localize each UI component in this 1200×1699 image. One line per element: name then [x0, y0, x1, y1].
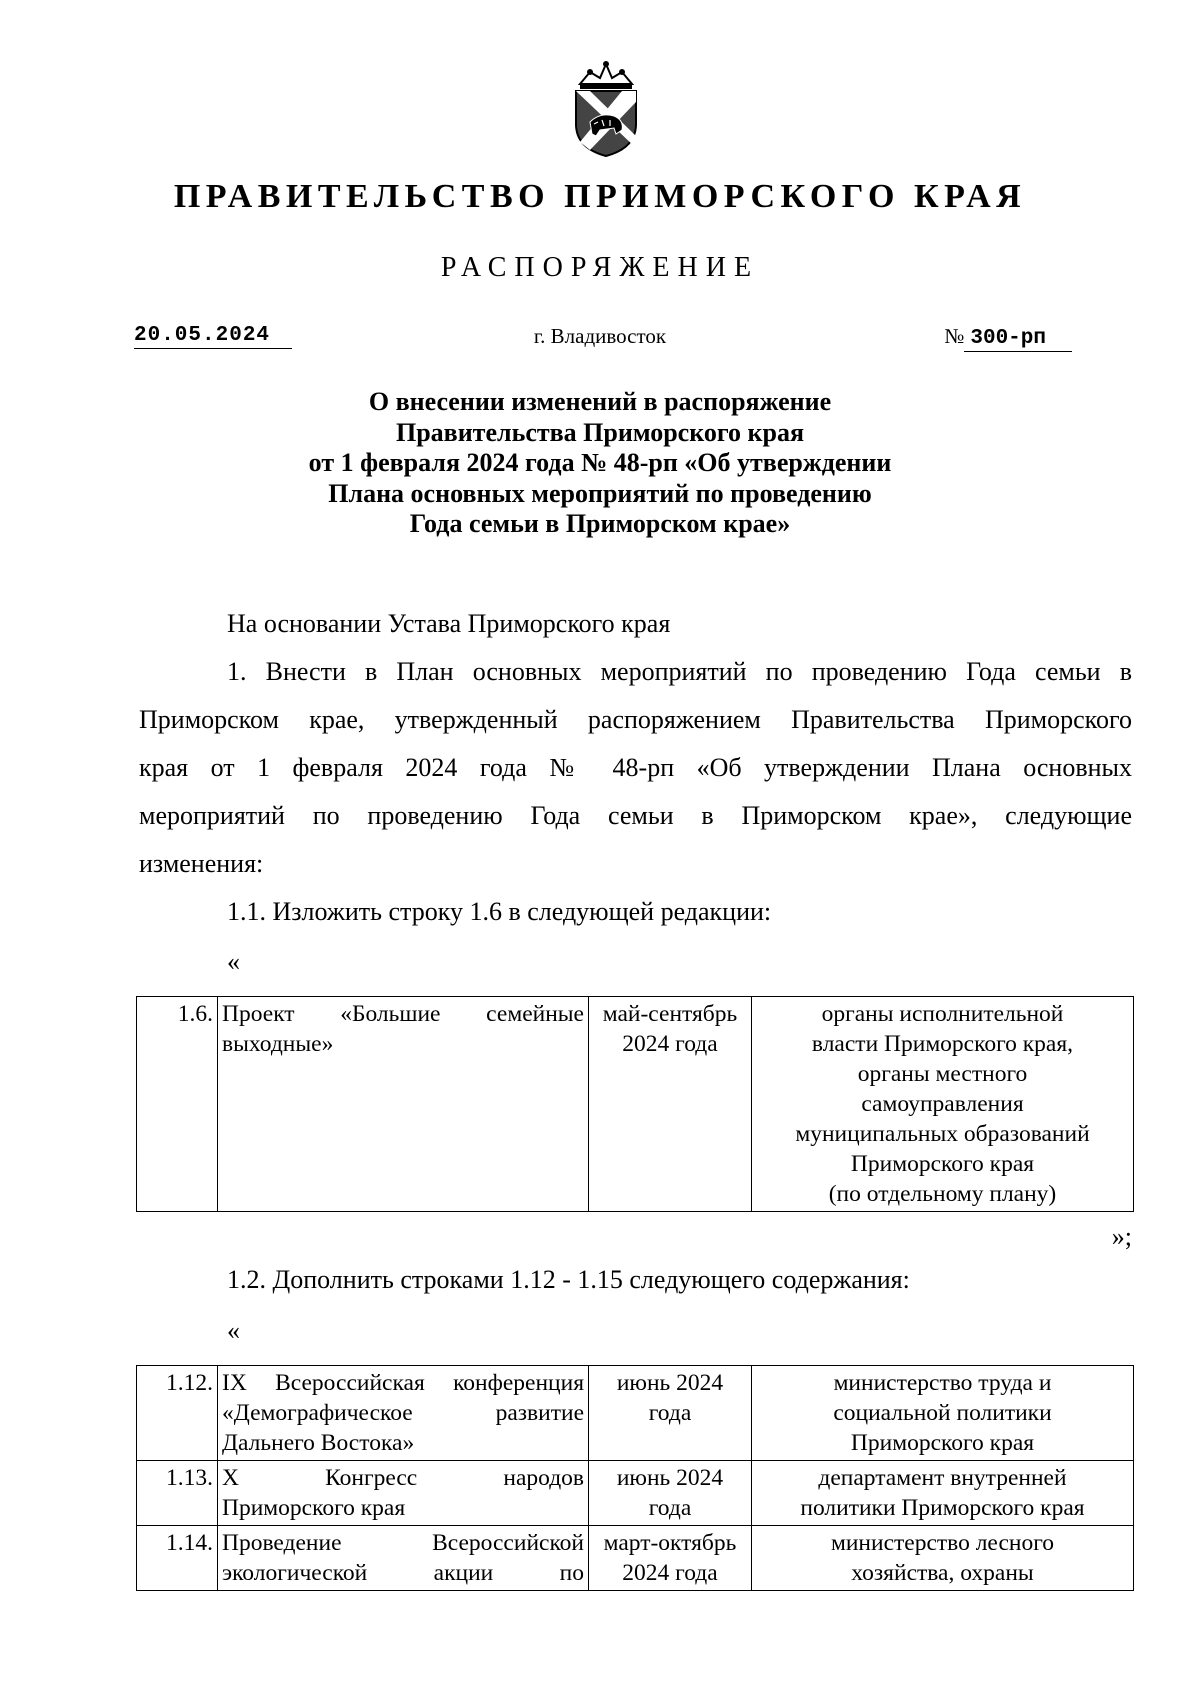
- resp-line: самоуправления: [861, 1091, 1024, 1117]
- date-line: года: [648, 1495, 692, 1521]
- item1-2: 1.2. Дополнить строками 1.12 - 1.15 следующего содержания:: [227, 1265, 910, 1294]
- coat-of-arms-icon: [570, 58, 642, 158]
- row-responsible: [752, 1461, 1134, 1526]
- resp-line: органы местного: [857, 1061, 1028, 1087]
- date-line: 2024 года: [622, 1560, 718, 1586]
- table-rows-1-12-1-15: [136, 1365, 1134, 1591]
- name-line: X Конгресс народов: [222, 1465, 584, 1491]
- subject-line: Плана основных мероприятий по проведению: [328, 478, 872, 508]
- basis-paragraph: На основании Устава Приморского края: [227, 609, 671, 638]
- resp-line: Приморского края: [850, 1430, 1035, 1456]
- document-number: [944, 324, 1072, 352]
- subject-line: от 1 февраля 2024 года № 48-рп «Об утверждении: [308, 448, 892, 477]
- date-line: март-октябрь: [603, 1530, 737, 1556]
- city: г. Владивосток: [533, 324, 667, 348]
- name-line: Дальнего Востока»: [222, 1430, 415, 1456]
- table-row: [137, 1461, 1134, 1526]
- resp-line: департамент внутренней: [818, 1465, 1067, 1491]
- name-line: выходные»: [222, 1031, 334, 1057]
- name-line: Проведение Всероссийской: [222, 1530, 584, 1556]
- resp-line: Приморского края: [850, 1151, 1035, 1177]
- resp-line: хозяйства, охраны: [851, 1560, 1034, 1586]
- item1-line: края от 1 февраля 2024 года № 48-рп «Об утверждении Плана основных: [139, 753, 1132, 782]
- name-line: IX Всероссийская конференция: [222, 1370, 584, 1396]
- resp-line: власти Приморского края,: [811, 1031, 1074, 1057]
- row-number: 1.6.: [137, 997, 218, 1212]
- subject-line: Правительства Приморского края: [395, 417, 805, 447]
- row-name: [218, 1366, 589, 1461]
- resp-line: министерство труда и: [833, 1370, 1052, 1396]
- resp-line: органы исполнительной: [821, 1001, 1064, 1027]
- quote-open: «: [227, 947, 240, 976]
- item1-line: Приморском крае, утвержденный распоряжением Правительства Приморского: [139, 705, 1132, 734]
- row-responsible: [752, 997, 1134, 1212]
- row-date: [589, 1366, 752, 1461]
- row-number: 1.12.: [137, 1366, 218, 1461]
- name-line: Проект «Большие семейные: [222, 1001, 584, 1027]
- row-number: 1.14.: [137, 1526, 218, 1591]
- number-value: 300-рп: [964, 327, 1072, 352]
- government-title: ПРАВИТЕЛЬСТВО ПРИМОРСКОГО КРАЯ: [173, 178, 1027, 215]
- row-date: [589, 1526, 752, 1591]
- item1-line: мероприятий по проведению Года семьи в Приморском крае», следующие: [139, 801, 1132, 830]
- number-sign: №: [944, 324, 965, 348]
- date-line: года: [648, 1400, 692, 1426]
- table-row-1-6: [136, 996, 1134, 1212]
- item1-line: 1. Внести в План основных мероприятий по проведению Года семьи в: [227, 657, 1132, 686]
- row-name: [218, 1461, 589, 1526]
- item1-line-last: изменения:: [139, 849, 264, 878]
- row-date: [589, 997, 752, 1212]
- date-line: июнь 2024: [616, 1465, 724, 1491]
- document-date: 20.05.2024: [134, 324, 292, 349]
- resp-line: (по отдельному плану): [828, 1181, 1057, 1207]
- table-row: [137, 1526, 1134, 1591]
- resp-line: политики Приморского края: [800, 1495, 1085, 1521]
- resp-line: муниципальных образований: [795, 1121, 1090, 1147]
- quote-open: «: [227, 1316, 240, 1345]
- row-number: 1.13.: [137, 1461, 218, 1526]
- name-line: Приморского края: [222, 1495, 406, 1521]
- resp-line: министерство лесного: [830, 1530, 1055, 1556]
- table-row: [137, 1366, 1134, 1461]
- name-line: экологической акции по: [222, 1560, 584, 1586]
- subject-line: О внесении изменений в распоряжение: [368, 387, 832, 416]
- row-name: [218, 997, 589, 1212]
- name-line: «Демографическое развитие: [222, 1400, 584, 1426]
- row-responsible: [752, 1526, 1134, 1591]
- date-line: июнь 2024: [616, 1370, 724, 1396]
- document-subject: [0, 387, 1200, 540]
- row-responsible: [752, 1366, 1134, 1461]
- row-date: [589, 1461, 752, 1526]
- document-type: РАСПОРЯЖЕНИЕ: [440, 252, 760, 283]
- table-row: [137, 997, 1134, 1212]
- date-line: май-сентябрь: [602, 1001, 738, 1027]
- row-name: [218, 1526, 589, 1591]
- date-line: 2024 года: [622, 1031, 718, 1057]
- subject-line: Года семьи в Приморском крае»: [409, 509, 791, 538]
- resp-line: социальной политики: [833, 1400, 1052, 1426]
- item1-1: 1.1. Изложить строку 1.6 в следующей редакции:: [227, 897, 772, 926]
- quote-close: »;: [1111, 1222, 1132, 1251]
